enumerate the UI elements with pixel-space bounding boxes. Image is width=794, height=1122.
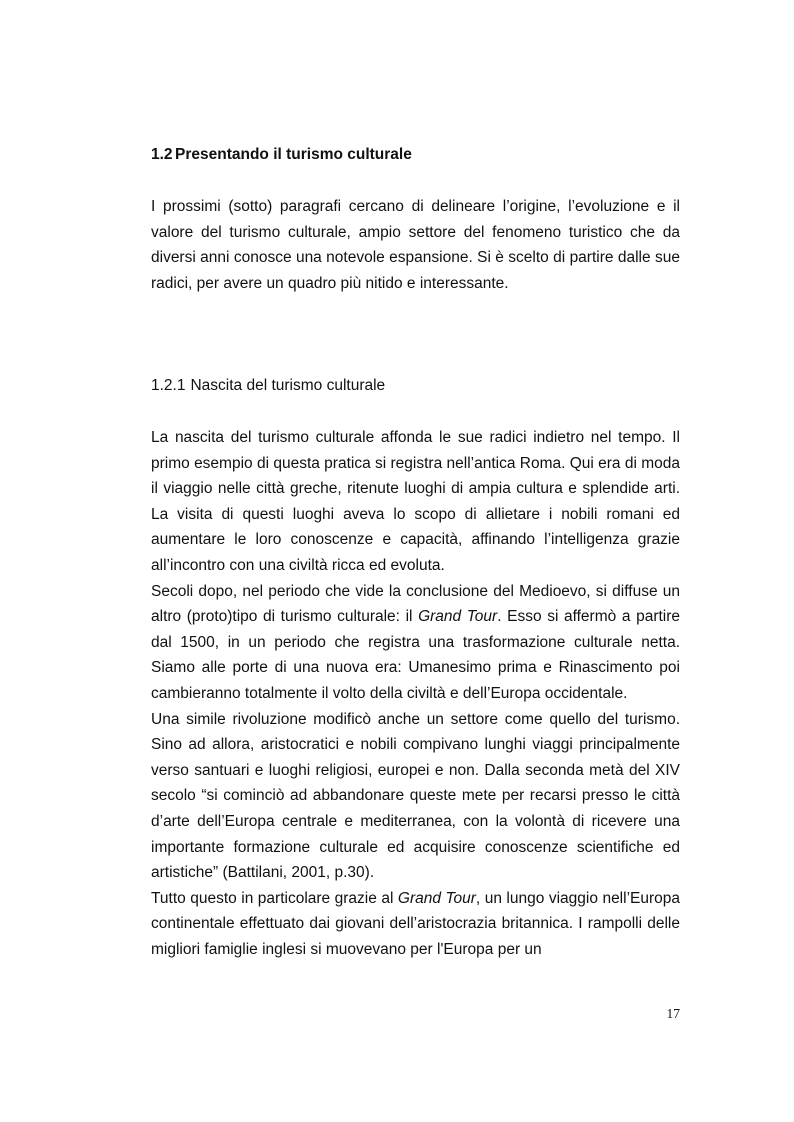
paragraph-2-text-a: Secoli dopo, nel periodo che vide la conclusione del Medioevo, si diffuse un altro (proto)tipo di turismo culturale: il: [151, 582, 680, 626]
paragraph-1: La nascita del turismo culturale affonda le sue radici indietro nel tempo. Il primo esempio di questa pratica si registra nell’antica Roma. Qui era di moda il viaggio nelle città greche, ritenute luoghi di ampia cultura e splendide arti. La visita di questi luoghi aveva lo scopo di allietare i nobili romani ed aumentare le loro conoscenze e capacità, affinando l’intelligenza grazie all’incontro con una civiltà ricca ed evoluta.: [151, 429, 680, 574]
subsection-title: Nascita del turismo culturale: [190, 377, 386, 394]
paragraph-3: Una simile rivoluzione modificò anche un settore come quello del turismo. Sino ad allora, aristocratici e nobili compivano lunghi viaggi principalmente verso santuari e luoghi religiosi, europei e non. Dalla seconda metà del XIV secolo “si cominciò ad abbandonare queste mete per recarsi presso le città d’arte dell’Europa centrale e mediterranea, con la volontà di ricevere una importante formazione culturale ed acquisire conoscenze scientifiche ed artistiche” (Battilani, 2001, p.30).: [151, 710, 680, 882]
section-title: Presentando il turismo culturale: [175, 146, 412, 163]
subsection-heading: [151, 376, 385, 396]
subsection-number: 1.2.1: [151, 377, 186, 394]
paragraph-4-text-b: , un lungo viaggio nell’Europa continentale effettuato dai giovani dell’aristocrazia britannica. I rampolli delle migliori famiglie inglesi si muovevano per l'Europa per un: [151, 889, 680, 958]
paragraph-4: [151, 886, 680, 963]
paragraph-2-text-b: . Esso si affermò a partire dal 1500, in un periodo che registra una trasformazione culturale netta. Siamo alle porte di una nuova era: Umanesimo prima e Rinascimento poi cambieranno totalmente il volto della civiltà e dell’Europa occidentale.: [151, 608, 681, 702]
body-text: [151, 425, 680, 962]
paragraph-2-italic: Grand Tour: [418, 608, 498, 626]
intro-paragraph: [151, 194, 680, 296]
intro-text: I prossimi (sotto) paragrafi cercano di delineare l’origine, l’evoluzione e il valore del turismo culturale, ampio settore del fenomeno turistico che da diversi anni conosce una notevole espansione. Si è scelto di partire dalle sue radici, per avere un quadro più nitido e interessante.: [151, 198, 680, 292]
paragraph-2: [151, 579, 680, 707]
paragraph-4-italic: Grand Tour: [397, 889, 476, 907]
paragraph-4-text-a: Tutto questo in particolare grazie al: [151, 889, 398, 907]
section-heading: [151, 145, 691, 165]
page-number: 17: [666, 1006, 680, 1021]
section-number: 1.2: [151, 146, 173, 163]
